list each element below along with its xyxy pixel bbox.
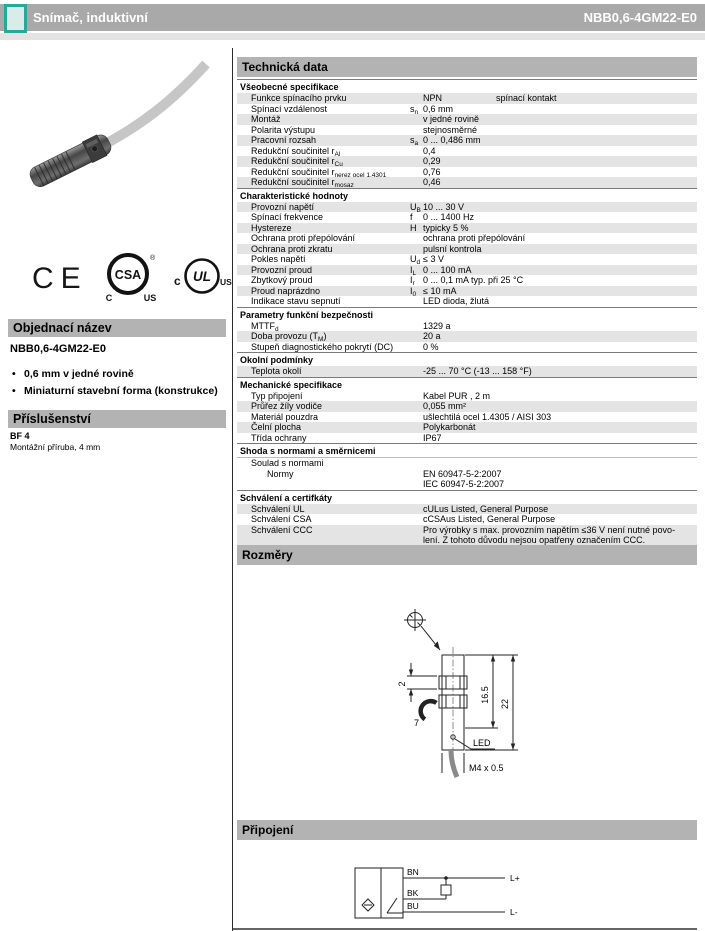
spec-row [237,167,697,178]
spec-label: Doba provozu $(T_M)$ [251,331,327,343]
spec-value: 10 ... 30 V [423,201,465,212]
dim-22 [465,655,518,750]
spec-label: Ochrana proti zkratu [251,243,333,254]
spec-value: 0,29 [423,156,441,166]
spec-value [423,458,697,469]
spec-value: pulsní kontrola [423,243,482,254]
spec-symbol [410,321,423,332]
spec-row [237,401,697,412]
accessory-description: Montážní příruba, 4 mm [10,442,101,452]
svg-text:CSA: CSA [114,268,142,282]
spec-row [237,514,697,525]
spec-value: 20 a [423,331,441,341]
wire-label-bn: BN [407,867,419,877]
spec-row [237,525,697,546]
spec-row [237,146,697,157]
spec-row [237,244,697,255]
spec-label: Redukční součinitel $r_{Al}$ [251,145,341,158]
section-title: Mechanické specifikace [237,377,697,391]
sensor-body [27,131,114,190]
spec-label: $MTTF_d$ [251,320,279,333]
order-name-header: Objednací název [8,319,226,337]
spec-symbol [410,366,423,377]
spec-label: Schválení CSA [251,514,312,524]
spec-label: Montáž [251,114,281,124]
spec-label: Polarita výstupu [251,124,316,135]
accessories-header: Příslušenství [8,410,226,428]
spec-value: NPN spínací kontakt [423,93,557,103]
spec-label: Schválení CCC [251,524,313,535]
accessory-code: BF 4 [10,431,30,441]
brand-chip-icon [4,4,27,33]
spec-row [237,286,697,297]
spec-symbol [410,331,423,342]
dim-label-7: 7 [414,718,420,728]
feature-item: • Miniaturní stavební forma (konstrukce) [10,383,230,400]
sensor-box [355,868,403,918]
feature-list [10,366,230,400]
section-title: Charakteristické hodnoty [237,188,697,202]
spec-value: cCSAus Listed, General Purpose [423,514,556,524]
spec-value: ochrana proti přepólování [423,233,526,243]
section-title: Všeobecné specifikace [237,79,697,93]
header-substrip [0,33,705,40]
spec-value: 0,6 mm [423,103,454,114]
dim-2 [407,663,437,702]
spec-label: Provozní napětí [251,201,315,212]
part-number: NBB0,6-4GM22-E0 [583,10,697,25]
spec-symbol [410,146,423,157]
wrench-icon [417,697,437,719]
technical-data-table [237,79,697,548]
spec-label: Indikace stavu sepnutí [251,296,341,306]
spec-label: Pokles napětí [251,254,306,264]
led-label: LED [473,738,491,748]
spec-symbol: f [410,212,413,222]
spec-value: EN 60947-5-2:2007 IEC 60947-5-2:2007 [423,468,505,489]
spec-row [237,422,697,433]
dim-label-22: 22 [500,698,510,710]
spec-symbol [410,156,423,167]
document-title: Snímač, induktivní [33,10,148,25]
spec-symbol [410,391,423,402]
svg-text:c: c [174,274,181,288]
connection-header: Připojení [237,820,697,840]
spec-value: 0 ... 0,486 mm [423,135,481,145]
spec-row [237,254,697,265]
dim-arrows [409,641,515,750]
spec-symbol [410,525,423,546]
terminal-l-plus: L+ [510,873,520,883]
spec-label: Spínací frekvence [251,212,324,222]
spec-value: ≤ 3 V [423,254,444,264]
spec-value: ušlechtilá ocel 1.4305 / AISI 303 [423,411,552,422]
spec-label: Schválení UL [251,503,305,514]
spec-row [237,331,697,342]
spec-symbol [410,177,423,188]
spec-symbol [410,469,423,490]
spec-label: Soulad s normami [251,458,324,468]
spec-label: Spínací vzdálenost [251,103,328,114]
spec-label: Typ připojení [251,390,303,401]
spec-symbol [410,244,423,255]
spec-value: 0,46 [423,177,441,187]
sensor-cable [109,64,206,142]
wire-label-bk: BK [407,888,419,898]
spec-symbol [410,458,423,469]
spec-symbol [410,422,423,433]
spec-symbol: H [410,222,417,233]
spec-value: IP67 [423,432,442,443]
spec-label: Hystereze [251,222,292,233]
spec-value: 1329 a [423,320,451,331]
ce-mark-icon: CE [32,262,88,295]
spec-value: 0 % [423,341,439,352]
spec-label: Normy [267,468,294,479]
spec-value: Pro výrobky s max. provozním napětím ≤36 V není nutné povo- lení. Z tohoto důvodu nejsou opatřeny označením CCC. [423,524,676,545]
spec-row [237,366,697,377]
spec-row [237,504,697,515]
spec-value: 0 ... 100 mA [423,264,472,275]
spec-row [237,223,697,234]
switch-symbol [387,898,397,913]
spec-symbol [410,125,423,136]
load-symbol [441,885,451,895]
column-divider [232,48,233,931]
svg-text:US: US [220,277,232,287]
spec-symbol: $U_d$ [410,254,421,266]
spec-value: LED dioda, žlutá [423,296,490,306]
spec-symbol [410,296,423,307]
spec-value: 0,4 [423,145,436,156]
dimension-drawing [385,600,585,790]
spec-symbol: $U_B$ [410,201,421,214]
spec-value: typicky 5 % [423,222,469,233]
spec-row [237,342,697,353]
spec-label: Stupeň diagnostického pokrytí (DC) [251,341,394,352]
spec-symbol [410,433,423,444]
spec-row [237,104,697,115]
spec-row [237,233,697,244]
spec-label: Pracovní rozsah [251,135,317,145]
connection-diagram [345,855,555,931]
spec-symbol [410,514,423,525]
section-title: Parametry funkční bezpečnosti [237,307,697,321]
spec-label: Třída ochrany [251,432,307,443]
technical-data-header: Technická data [237,57,697,77]
spec-label: Redukční součinitel $r_{Cu}$ [251,156,343,168]
spec-value: 0,055 mm² [423,401,467,411]
spec-row [237,391,697,402]
spec-symbol [410,233,423,244]
feature-item: • 0,6 mm v jedné rovině [10,366,230,383]
cable-stub [451,750,457,777]
spec-label: Zbytkový proud [251,275,313,285]
svg-text:®: ® [150,255,156,262]
spec-row [237,457,697,469]
spec-row [237,275,697,286]
section-title: Okolní podmínky [237,352,697,366]
spec-symbol: $I_L$ [410,264,417,277]
spec-label: Redukční součinitel $r_{mosaz}$ [251,177,354,189]
top-header-bar [0,4,705,31]
dim-label-16-5: 16.5 [480,686,490,704]
culus-mark-icon [174,260,232,293]
spec-row [237,93,697,104]
spec-label: Čelní plocha [251,422,302,432]
spec-value: 0 ... 1400 Hz [423,212,475,222]
order-code: NBB0,6-4GM22-E0 [10,343,106,355]
product-photo [8,48,220,240]
spec-value: cULus Listed, General Purpose [423,503,549,514]
spec-symbol [410,93,423,104]
spec-symbol: $s_a$ [410,135,419,147]
spec-row [237,433,697,444]
section-title: Schválení a certifkáty [237,490,697,504]
spec-row [237,177,697,188]
csa-mark-icon [106,254,157,303]
spec-symbol: $s_n$ [410,103,419,116]
spec-symbol [410,412,423,423]
spec-symbol [410,401,423,412]
spec-symbol [410,342,423,353]
spec-label: Provozní proud [251,264,313,275]
spec-row [237,202,697,213]
spec-value: Kabel PUR , 2 m [423,390,491,401]
spec-label: Teplota okolí [251,366,302,376]
spec-row [237,321,697,332]
spec-row [237,156,697,167]
svg-text:C: C [105,293,113,303]
spec-value: ≤ 10 mA [423,285,457,296]
spec-row [237,265,697,276]
spec-value: 0,76 [423,166,441,177]
svg-text:UL: UL [193,269,211,284]
spec-value: Polykarbonát [423,422,476,432]
spec-symbol [410,504,423,515]
spec-label: Průřez žíly vodiče [251,401,323,411]
spec-symbol: $I_0$ [410,285,417,298]
spec-row [237,296,697,307]
svg-text:US: US [143,293,157,303]
dim-label-2: 2 [397,681,407,687]
section-title: Shoda s normami a směrnicemi [237,443,697,457]
spec-label: Redukční součinitel $r_{nerez ocel 1.4301}$ [251,166,387,179]
spec-value: -25 ... 70 °C (-13 ... 158 °F) [423,366,532,376]
spec-label: Ochrana proti přepólování [251,233,356,243]
spec-row [237,125,697,136]
spec-value: v jedné rovině [423,114,480,124]
terminal-l-minus: L- [510,907,518,917]
spec-row [237,114,697,125]
junction-dot [444,876,448,880]
dimensions-header: Rozměry [237,545,697,565]
spec-row [237,135,697,146]
spec-row [237,212,697,223]
spec-label: Funkce spínacího prvku [251,93,347,103]
wire-label-bu: BU [407,901,419,911]
spec-row [237,469,697,490]
spec-label: Proud naprázdno [251,285,321,296]
spec-value: stejnosměrné [423,124,478,135]
spec-label: Materiál pouzdra [251,411,319,422]
thread-label: M4 x 0.5 [469,763,504,773]
spec-value: 0 ... 0,1 mA typ. při 25 °C [423,275,524,285]
certification-marks [8,245,232,307]
right-column [237,57,697,917]
spec-symbol [410,167,423,178]
spec-row [237,412,697,423]
spec-symbol: $I_r$ [410,275,415,287]
